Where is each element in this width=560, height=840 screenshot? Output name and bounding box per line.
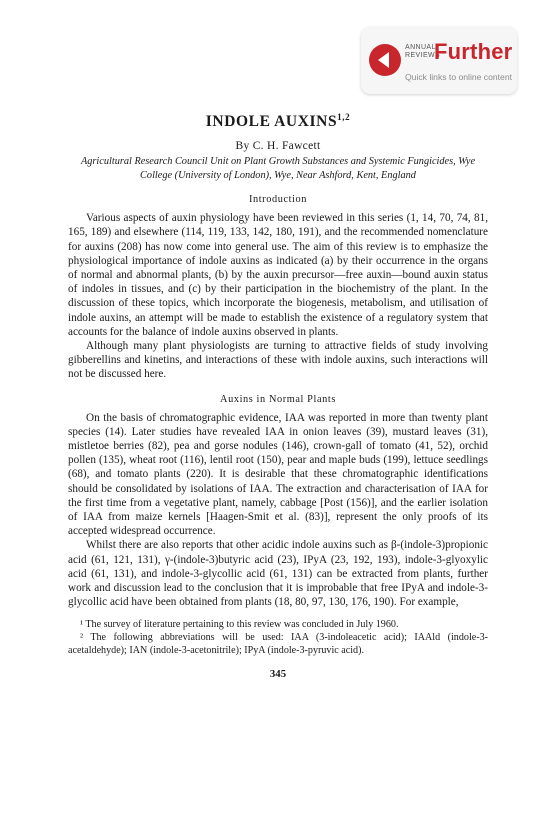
footnote: ¹ The survey of literature pertaining to this review was concluded in July 1960.	[80, 619, 399, 631]
affiliation: Agricultural Research Council Unit on Plant Growth Substances and Systemic Fungicides, Wye College (University of London), Wye, Near Ashford, Kent, England	[80, 156, 476, 181]
article	[68, 108, 488, 680]
article-title: INDOLE AUXINS$^{1,2}$	[205, 112, 351, 131]
section-heading-introduction: Introduction	[248, 194, 308, 206]
play-back-icon	[369, 44, 401, 76]
body-paragraph: Whilst there are also reports that other acidic indole auxins such as β-(indole-3)propionic acid (61, 121, 131), γ-(indole-3)butyric acid (23), IPyA (23, 192, 193), indole-3-glyoxylic acid (61, 131), and indole-3-glycollic acid (61, 131) can be extracted from plants, further work and discussion lead to the conclusion that it is improbable that free IPyA and indole-3-glycollic acid have been obtained from plants (18, 80, 97, 130, 176, 190). For example,	[68, 539, 488, 609]
quick-links-label: Quick links to online content	[405, 72, 513, 82]
further-badge[interactable]	[361, 27, 517, 94]
further-label: Further	[434, 39, 513, 64]
annual-reviews-logo-text: ANNUAL REVIEWS	[405, 44, 441, 59]
page-number: 345	[269, 667, 287, 680]
body-paragraph: On the basis of chromatographic evidence, IAA was reported in more than twenty plant species (14). Later studies have revealed IAA in onion leaves (39), mustard leaves (31), mistletoe berries (82), pea and gorse nodules (146), crown-gall of tomato (41, 52), orchid pollen (135), wheat root (116), lentil root (150), pear and maple buds (199), lettuce seedlings (68), and tomato plants (220). It is desirable that these chromatographic identifications should be consolidated by isolations of IAA. The extraction and characterisation of IAA for the first time from a vegetative plant, namely, cabbage [Post (156)], and the earlier isolation of IAA from maize kernels [Haagen-Smit et al. (83)], represent the only proofs of its accepted widespread occurrence.	[68, 411, 488, 538]
footnote: ² The following abbreviations will be used: IAA (3-indoleacetic acid); IAAld (indole-3-acetaldehyde); IAN (indole-3-acetonitrile); IPyA (indole-3-pyruvic acid).	[68, 632, 488, 657]
section-heading-auxins-in-normal-plants: Auxins in Normal Plants	[220, 393, 336, 405]
body-paragraph: Although many plant physiologists are turning to attractive fields of study involving gibberellins and kinetins, and interactions of these with indole auxins, such interactions will not be discussed here.	[68, 339, 488, 381]
body-paragraph: Various aspects of auxin physiology have been reviewed in this series (1, 14, 70, 74, 81, 165, 189) and elsewhere (114, 119, 133, 142, 180, 191), and the recommended nomenclature for auxins (208) has now come into general use. The aim of this review is to emphasize the physiological importance of indole auxins as indicated (a) by their occurrence in the organs of normal and abnormal plants, (b) by the auxin precursor—free auxin—bound auxin status of indoles in tissues, and (c) by their participation in the biochemistry of the plant. In the discussion of these topics, which incorporate the biogenesis, metabolism, and utilisation of indole auxins, an attempt will be made to establish the existence of a regulatory system that accounts for the balance of indole auxins observed in plants.	[68, 212, 488, 338]
author-line: By C. H. Fawcett	[235, 140, 321, 153]
footnotes	[68, 619, 488, 657]
title-footnote-marks: 1,2	[337, 112, 351, 122]
